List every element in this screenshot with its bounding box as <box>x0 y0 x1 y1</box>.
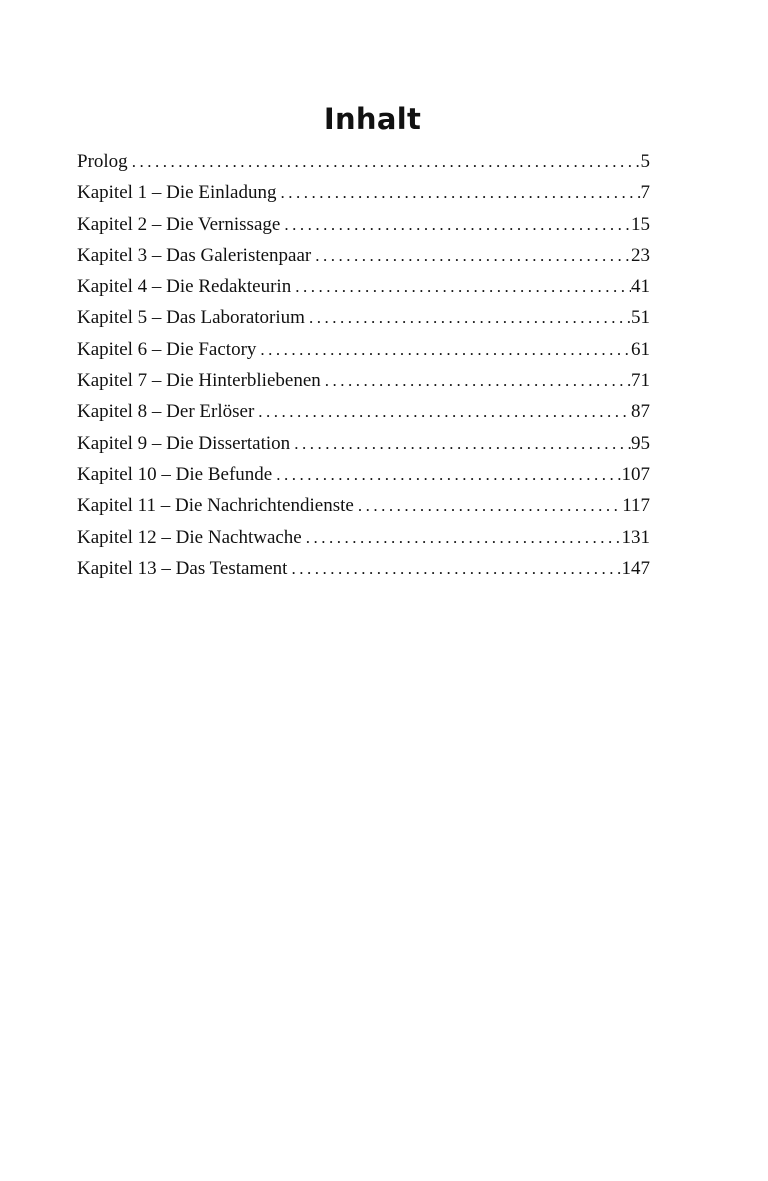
dot-leader <box>284 209 631 240</box>
dot-leader <box>358 490 622 521</box>
toc-entry-label: Kapitel 9 – Die Dissertation <box>77 432 291 454</box>
toc-entry-label: Kapitel 8 – Der Erlöser <box>77 401 255 423</box>
toc-entry-label: Kapitel 5 – Das Laboratorium <box>77 307 305 329</box>
dot-leader <box>132 146 641 177</box>
toc-entry-page-number: 41 <box>631 276 650 298</box>
toc-entry-page-number: 23 <box>631 244 650 266</box>
dot-leader <box>295 271 631 302</box>
toc-entry-label: Kapitel 11 – Die Nachrichtendienste <box>77 495 354 517</box>
toc-entry-chapter-3[interactable] <box>77 240 650 271</box>
dot-leader <box>291 553 621 584</box>
dot-leader <box>294 428 631 459</box>
toc-entry-label: Kapitel 10 – Die Befunde <box>77 463 273 485</box>
toc-entry-label: Kapitel 3 – Das Galeristenpaar <box>77 244 312 266</box>
toc-entry-page-number: 95 <box>631 432 650 454</box>
toc-entry-chapter-8[interactable] <box>77 396 650 427</box>
toc-entry-chapter-7[interactable] <box>77 365 650 396</box>
toc-entry-chapter-13[interactable] <box>77 553 650 584</box>
toc-entry-chapter-11[interactable] <box>77 490 650 521</box>
toc-entry-label: Kapitel 2 – Die Vernissage <box>77 213 281 235</box>
toc-entry-page-number: 71 <box>631 370 650 392</box>
toc-entry-page-number: 107 <box>621 463 650 485</box>
toc-list <box>77 146 650 584</box>
toc-entry-page-number: 87 <box>631 401 650 423</box>
toc-entry-chapter-1[interactable] <box>77 177 650 208</box>
toc-entry-page-number: 147 <box>621 557 650 579</box>
dot-leader <box>315 240 631 271</box>
toc-entry-chapter-9[interactable] <box>77 428 650 459</box>
dot-leader <box>309 302 631 333</box>
toc-entry-page-number: 5 <box>640 151 650 172</box>
dot-leader <box>260 334 631 365</box>
toc-entry-page-number: 7 <box>640 182 650 204</box>
toc-entry-prolog[interactable] <box>77 146 650 177</box>
toc-entry-chapter-5[interactable] <box>77 302 650 333</box>
dot-leader <box>325 365 631 396</box>
dot-leader <box>280 177 640 208</box>
dot-leader <box>276 459 621 490</box>
toc-entry-label: Kapitel 6 – Die Factory <box>77 338 257 360</box>
toc-entry-label: Kapitel 1 – Die Einladung <box>77 182 277 204</box>
toc-title: Inhalt <box>323 102 422 136</box>
toc-entry-chapter-10[interactable] <box>77 459 650 490</box>
toc-entry-chapter-6[interactable] <box>77 334 650 365</box>
dot-leader <box>258 396 631 427</box>
toc-entry-chapter-4[interactable] <box>77 271 650 302</box>
toc-entry-page-number: 15 <box>631 213 650 235</box>
toc-entry-page-number: 61 <box>631 338 650 360</box>
toc-entry-chapter-12[interactable] <box>77 522 650 553</box>
toc-entry-label: Kapitel 4 – Die Redakteurin <box>77 276 292 298</box>
dot-leader <box>306 522 622 553</box>
toc-entry-page-number: 51 <box>631 307 650 329</box>
toc-entry-chapter-2[interactable] <box>77 209 650 240</box>
toc-entry-label: Kapitel 12 – Die Nachtwache <box>77 526 302 548</box>
toc-entry-page-number: 117 <box>622 495 650 517</box>
toc-entry-page-number: 131 <box>621 526 650 548</box>
toc-entry-label: Kapitel 7 – Die Hinterbliebenen <box>77 370 321 392</box>
toc-entry-label: Kapitel 13 – Das Testament <box>77 557 288 579</box>
toc-entry-label: Prolog <box>77 151 128 172</box>
